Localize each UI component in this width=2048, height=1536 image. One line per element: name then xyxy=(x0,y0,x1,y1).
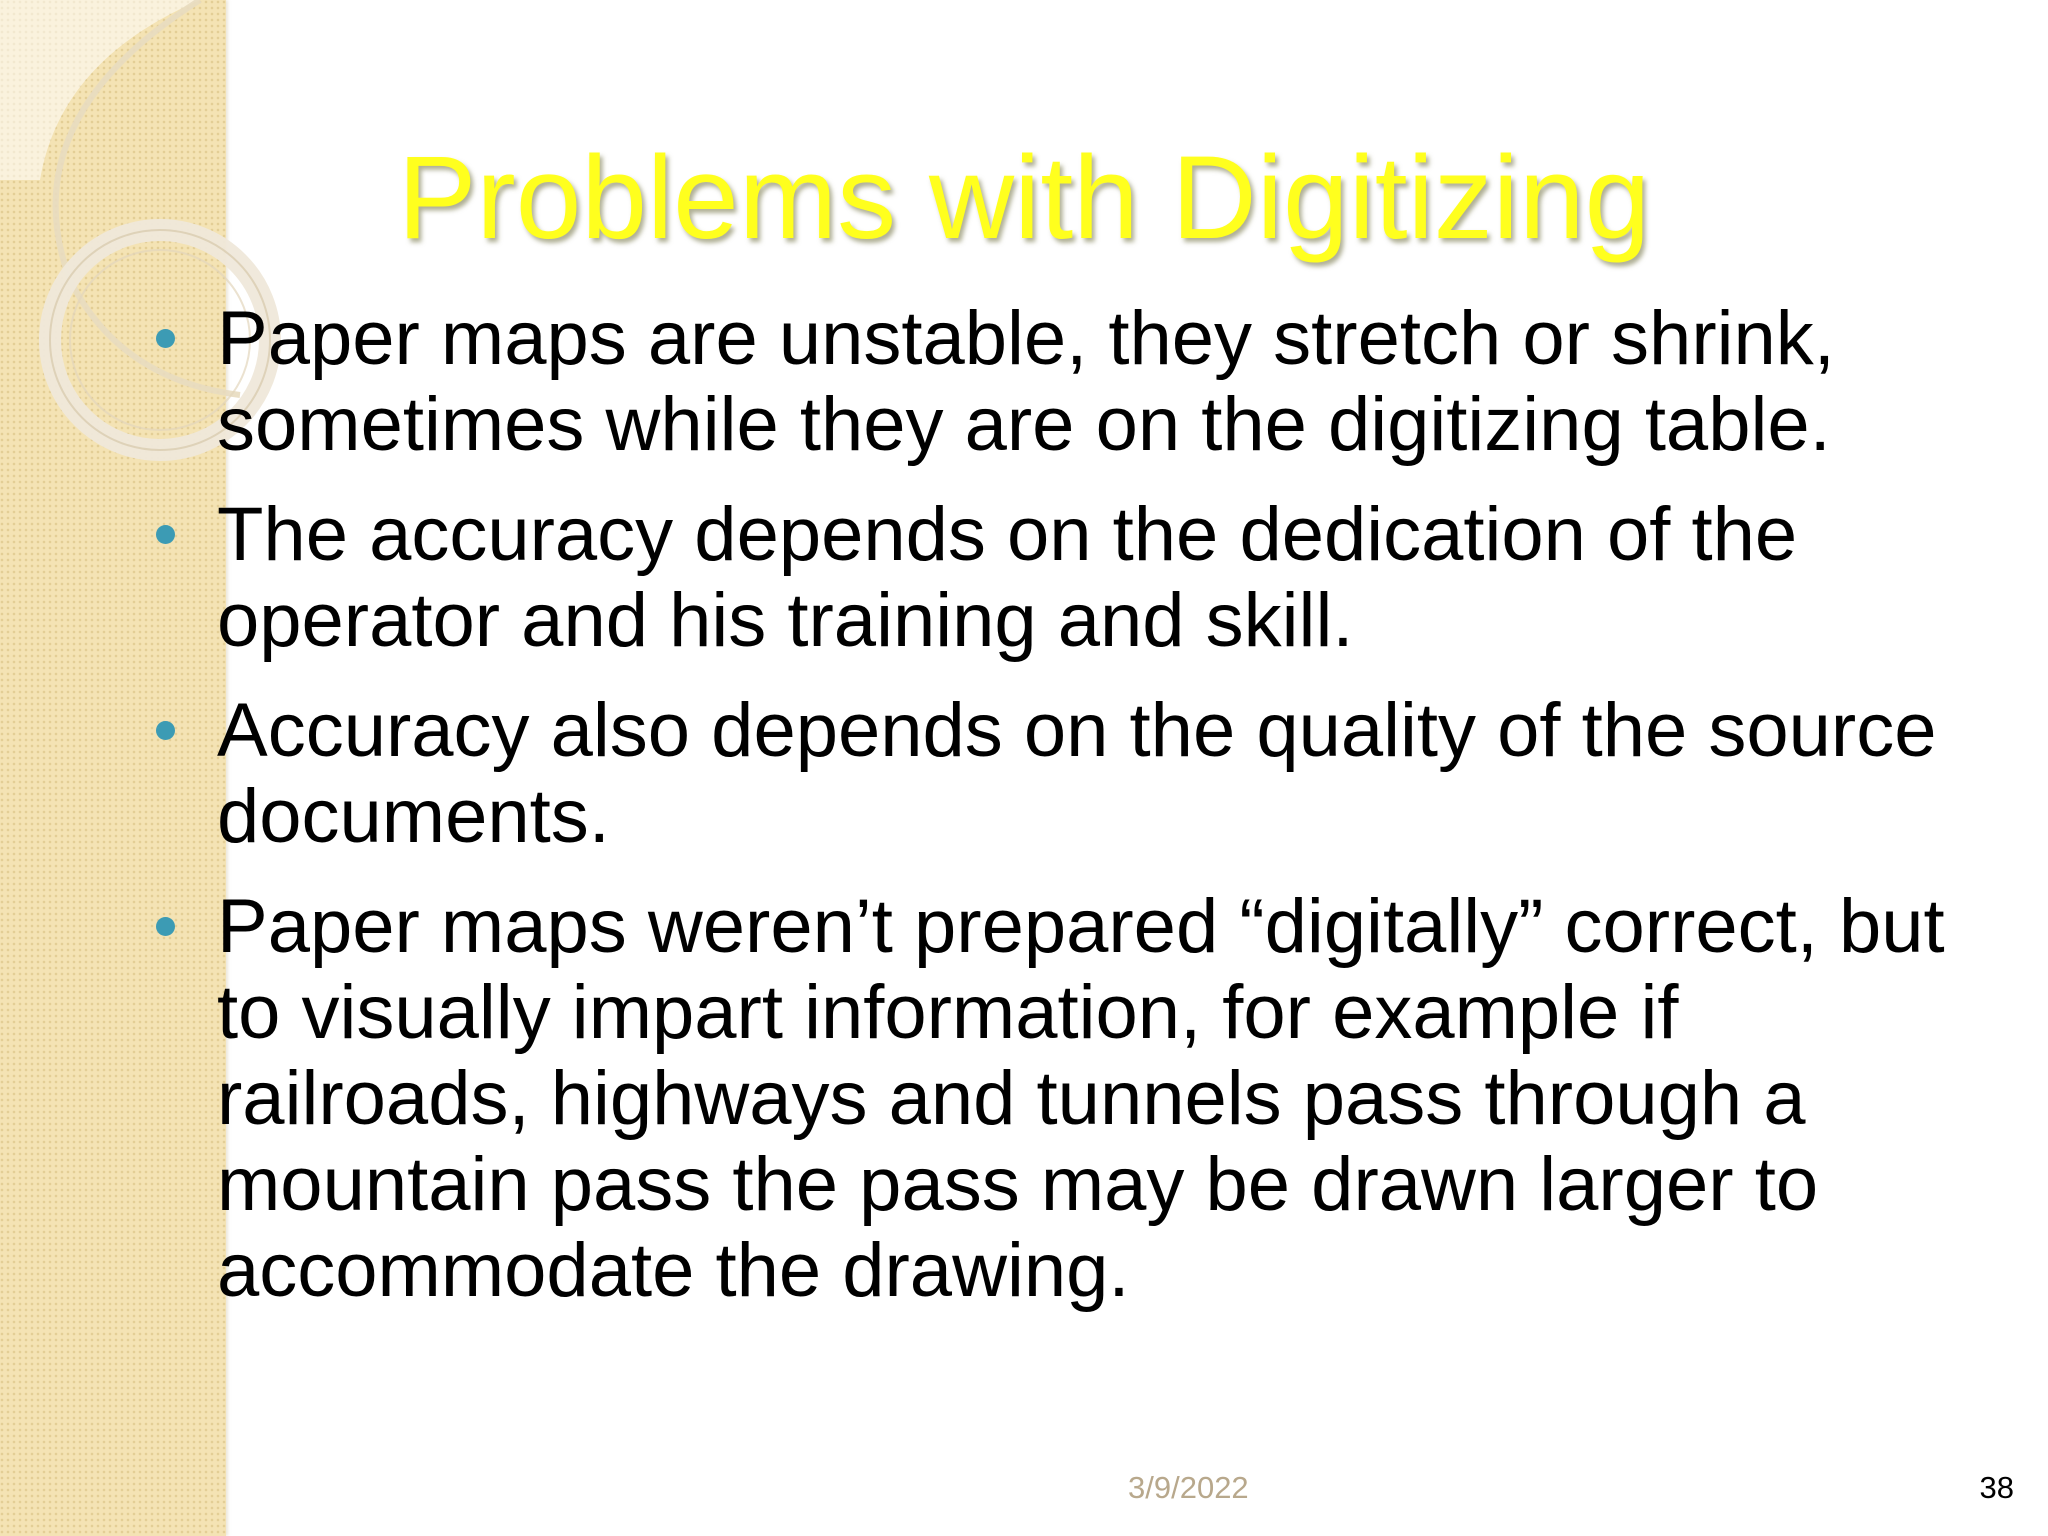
bullet-marker-icon xyxy=(156,721,175,740)
bullet-text: Paper maps weren’t prepared “digitally” correct, but to visually impart information, for example if railroads, highways and tunnels pass through a mountain pass the pass may be drawn larger to accommodate the drawing. xyxy=(217,884,1945,1313)
bullet-marker-icon xyxy=(156,525,175,544)
bullet-list xyxy=(150,296,1950,1338)
bullet-item xyxy=(150,492,1950,664)
bullet-text: Paper maps are unstable, they stretch or shrink, sometimes while they are on the digitizing table. xyxy=(217,296,1835,467)
bullet-text: The accuracy depends on the dedication of the operator and his training and skill. xyxy=(217,492,1798,663)
footer-date: 3/9/2022 xyxy=(1128,1470,1249,1505)
bullet-marker-icon xyxy=(156,917,175,936)
page-number: 38 xyxy=(1979,1470,2014,1505)
bullet-text: Accuracy also depends on the quality of the source documents. xyxy=(217,688,1937,859)
slide-title: Problems with Digitizing xyxy=(397,132,1651,264)
bullet-item xyxy=(150,884,1950,1314)
bullet-item xyxy=(150,296,1950,468)
bullet-marker-icon xyxy=(156,329,175,348)
bullet-item xyxy=(150,688,1950,860)
